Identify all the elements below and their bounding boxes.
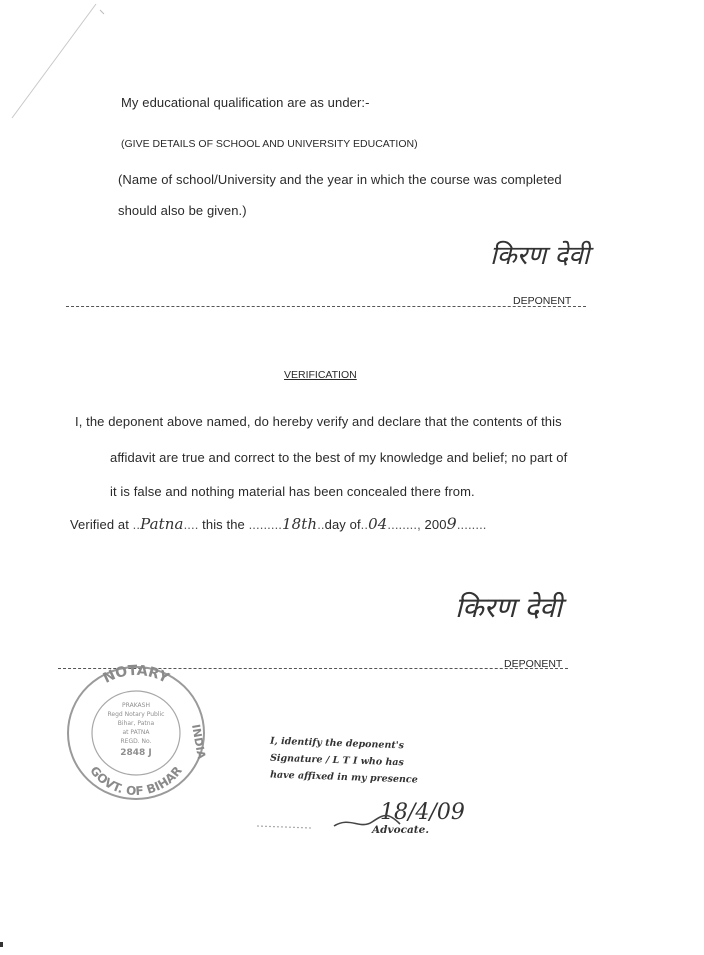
verified-at-row: Verified at ..Patna.... this the .........18th..day of..04........, 2009........ [70,514,487,533]
stamp-inner-line-5: REGD. No. [120,738,152,745]
verified-at-label: Verified at [70,517,129,532]
day-of-label: day of [324,517,361,532]
verification-line2: affidavit are true and correct to the best of my knowledge and belief; no part of [110,450,568,465]
advocate-date-handwritten: 18/4/09 [380,800,465,825]
deponent-signature-top [490,236,589,272]
month-handwritten: 04 [368,515,388,533]
qualification-note-line2: should also be given.) [118,203,247,218]
year-prefix: 200 [424,517,447,532]
stamp-inner-line-3: Bihar, Patna [117,720,155,727]
faint-stamp-mark [255,818,315,834]
stamp-right-text: INDIA [189,723,208,761]
svg-text:GOVT. OF BIHAR [87,764,185,799]
stamp-inner-line-1: PRAKASH [122,702,150,709]
attestation-line1: I, identify the deponent's [269,735,405,752]
stamp-inner-line-4: at PATNA [122,729,150,736]
stamp-bottom-text: GOVT. OF BIHAR [87,763,185,799]
signature-hindi-text-2: किरण देवी [455,591,563,624]
this-the-label: this the [202,517,245,532]
deponent-label-top: DEPONENT [513,295,572,307]
deponent-label-bottom: DEPONENT [504,658,563,670]
deponent-signature-bottom [455,588,562,626]
deponent-rule-top [66,306,586,307]
year-handwritten: 9 [446,514,457,533]
stamp-top-text: NOTARY [100,662,172,687]
qualification-instruction: (GIVE DETAILS OF SCHOOL AND UNIVERSITY EDUCATION) [121,138,418,150]
stamp-inner-line-2: Regd Notary Public [107,711,165,718]
place-handwritten: Patna [140,515,184,533]
day-handwritten: 18th [282,515,318,533]
verification-line1: I, the deponent above named, do hereby verify and declare that the contents of this [75,414,562,429]
signature-hindi-text: किरण देवी [490,241,590,271]
scan-corner-dot [0,940,8,950]
stamp-inner-line-6: 2848 J [120,748,152,758]
notary-seal [56,655,216,805]
verification-line3: it is false and nothing material has been concealed there from. [110,484,475,499]
qualification-heading: My educational qualification are as under:- [121,95,370,110]
attestation-line2: Signature / L T I who has [269,752,405,769]
advocate-label: Advocate. [372,824,429,836]
attestation-line3: have affixed in my presence [269,769,418,786]
scan-edge-line [0,0,120,140]
verification-title: VERIFICATION [284,369,357,381]
qualification-note-line1: (Name of school/University and the year in which the course was completed [118,172,562,187]
